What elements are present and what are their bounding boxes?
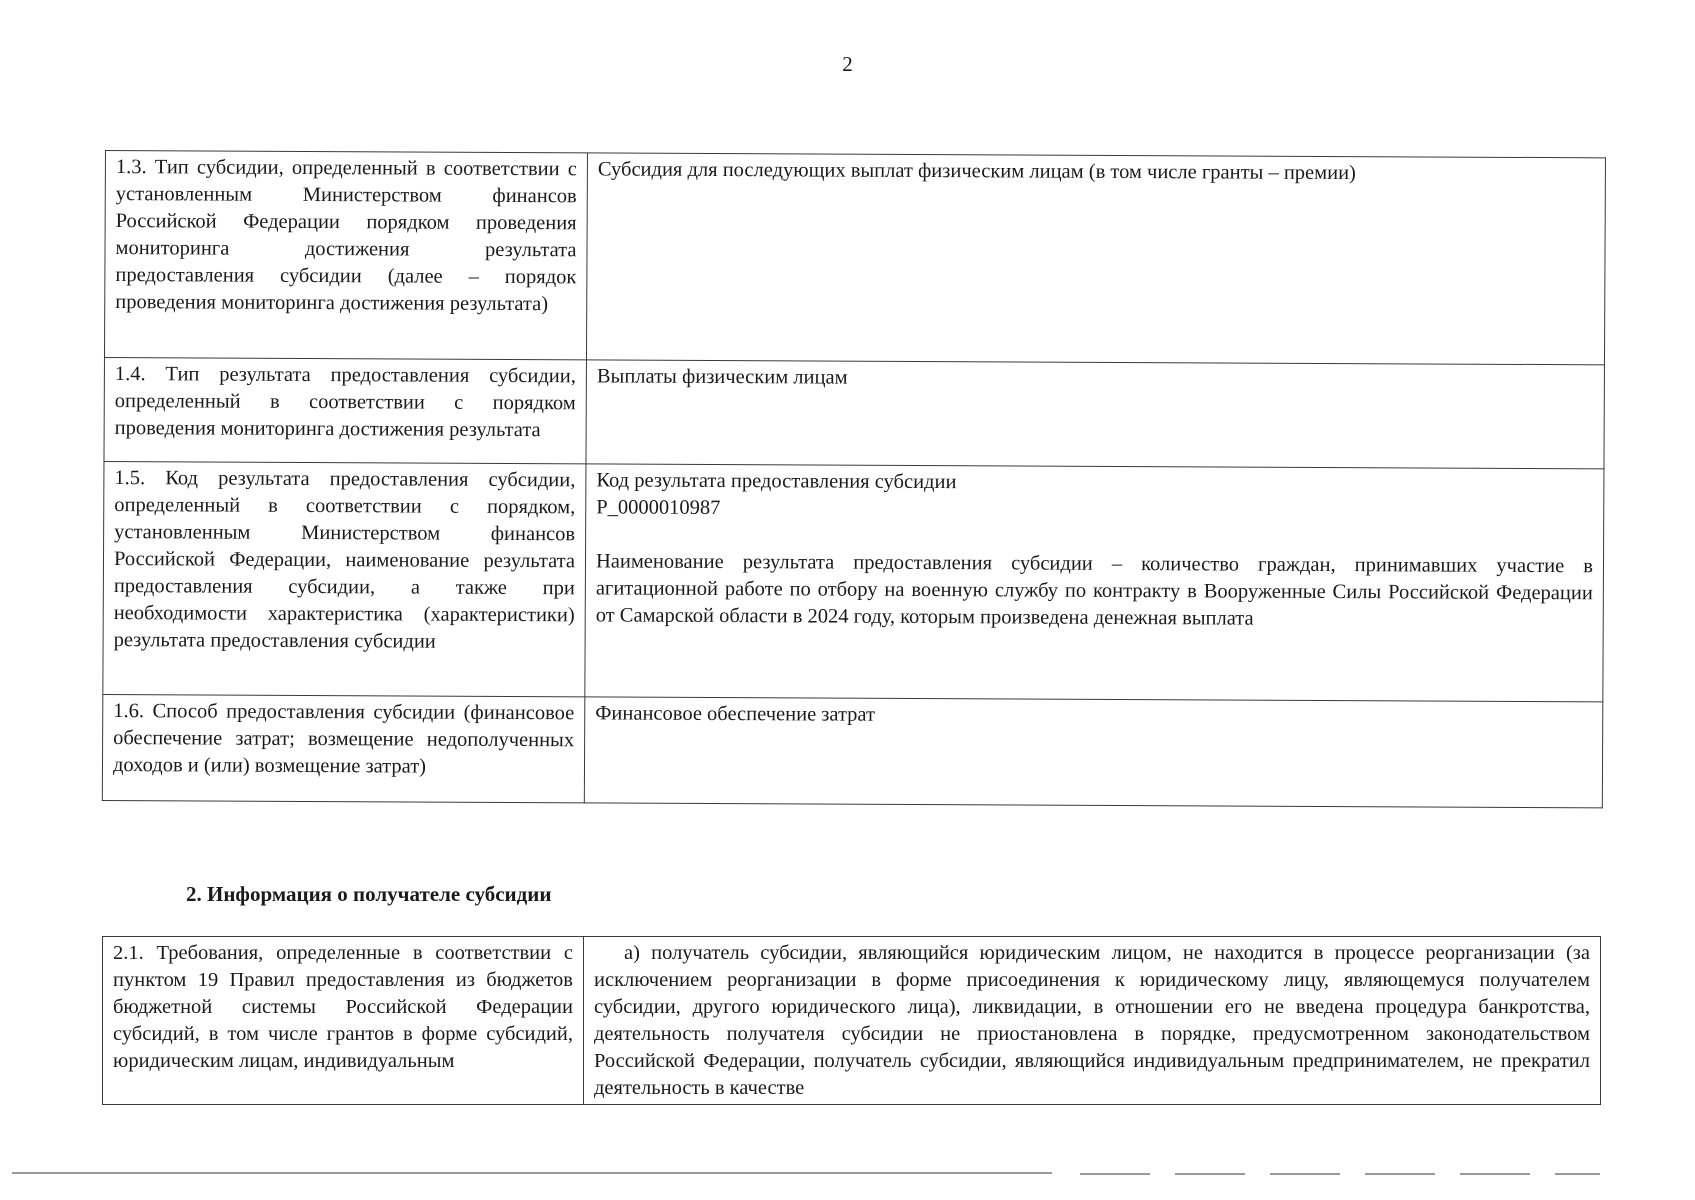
- result-code-label: Код результата предоставления субсидии: [596, 469, 957, 494]
- row-value-2-1: а) получатель субсидии, являющийся юридическим лицом, не находится в процессе реорганизации (за исключением реорганизации в форме присоединения к юридическому лицу, являющемуся получателем субсидии, другого юридического лица), ликвидации, в отношении его не введена процедура банкротства, деятельность получателя субсидии не приостановлена в порядке, предусмотренном законодательством Российской Федерации, получатель субсидии, являющийся индивидуальным предпринимателем, не прекратил деятельность в качестве: [584, 937, 1601, 1105]
- row-value-1-4: Выплаты физическим лицам: [586, 360, 1604, 469]
- row-value-1-5: [585, 464, 1604, 702]
- table-row: [103, 937, 1601, 1105]
- table-row: [104, 151, 1605, 365]
- scan-edge-line: [12, 1172, 1052, 1174]
- page-number: 2: [842, 52, 853, 76]
- table-row: [102, 694, 1603, 807]
- row-value-1-6: Финансовое обеспечение затрат: [584, 697, 1603, 808]
- result-name: Наименование результата предоставления субсидии – количество граждан, принимавших участие в агитационной работе по отбору на военную службу по контракту в Вооруженные Силы Российской Федерации от Самарской области в 2024 году, которым произведена денежная выплата: [595, 550, 1594, 630]
- row-label-2-1: 2.1. Требования, определенные в соответствии с пунктом 19 Правил предоставления из бюджетов бюджетной системы Российской Федерации субсидий, в том числе грантов в форме субсидий, юридическим лицам, индивидуальным: [103, 937, 584, 1105]
- scan-edge-line-dashed: [1080, 1173, 1600, 1175]
- result-code: P_0000010987: [596, 496, 721, 520]
- row-label-1-4: 1.4. Тип результата предоставления субсидии, определенный в соответствии с порядком проведения мониторинга достижения результата: [104, 357, 587, 463]
- table-row: [103, 461, 1604, 701]
- row-label-1-6: 1.6. Способ предоставления субсидии (финансовое обеспечение затрат; возмещение недополученных доходов и (или) возмещение затрат): [102, 694, 585, 802]
- table-row: [104, 357, 1604, 468]
- row-label-1-5: 1.5. Код результата предоставления субсидии, определенный в соответствии с порядком, установленным Министерством финансов Российской Федерации, наименование результата предоставления субсидии, а также при необходимости характеристика (характеристики) результата предоставления субсидии: [103, 461, 586, 696]
- row-value-1-3: Субсидия для последующих выплат физическим лицам (в том числе гранты – премии): [586, 153, 1605, 365]
- subsidy-info-table: [102, 150, 1606, 808]
- section-heading: 2. Информация о получателе субсидии: [186, 882, 552, 906]
- recipient-info-table: [102, 936, 1601, 1105]
- row-label-1-3: 1.3. Тип субсидии, определенный в соответствии с установленным Министерством финансов Российской Федерации порядком проведения мониторинга достижения результата предоставления субсидии (далее – порядок проведения мониторинга достижения результата): [104, 151, 587, 360]
